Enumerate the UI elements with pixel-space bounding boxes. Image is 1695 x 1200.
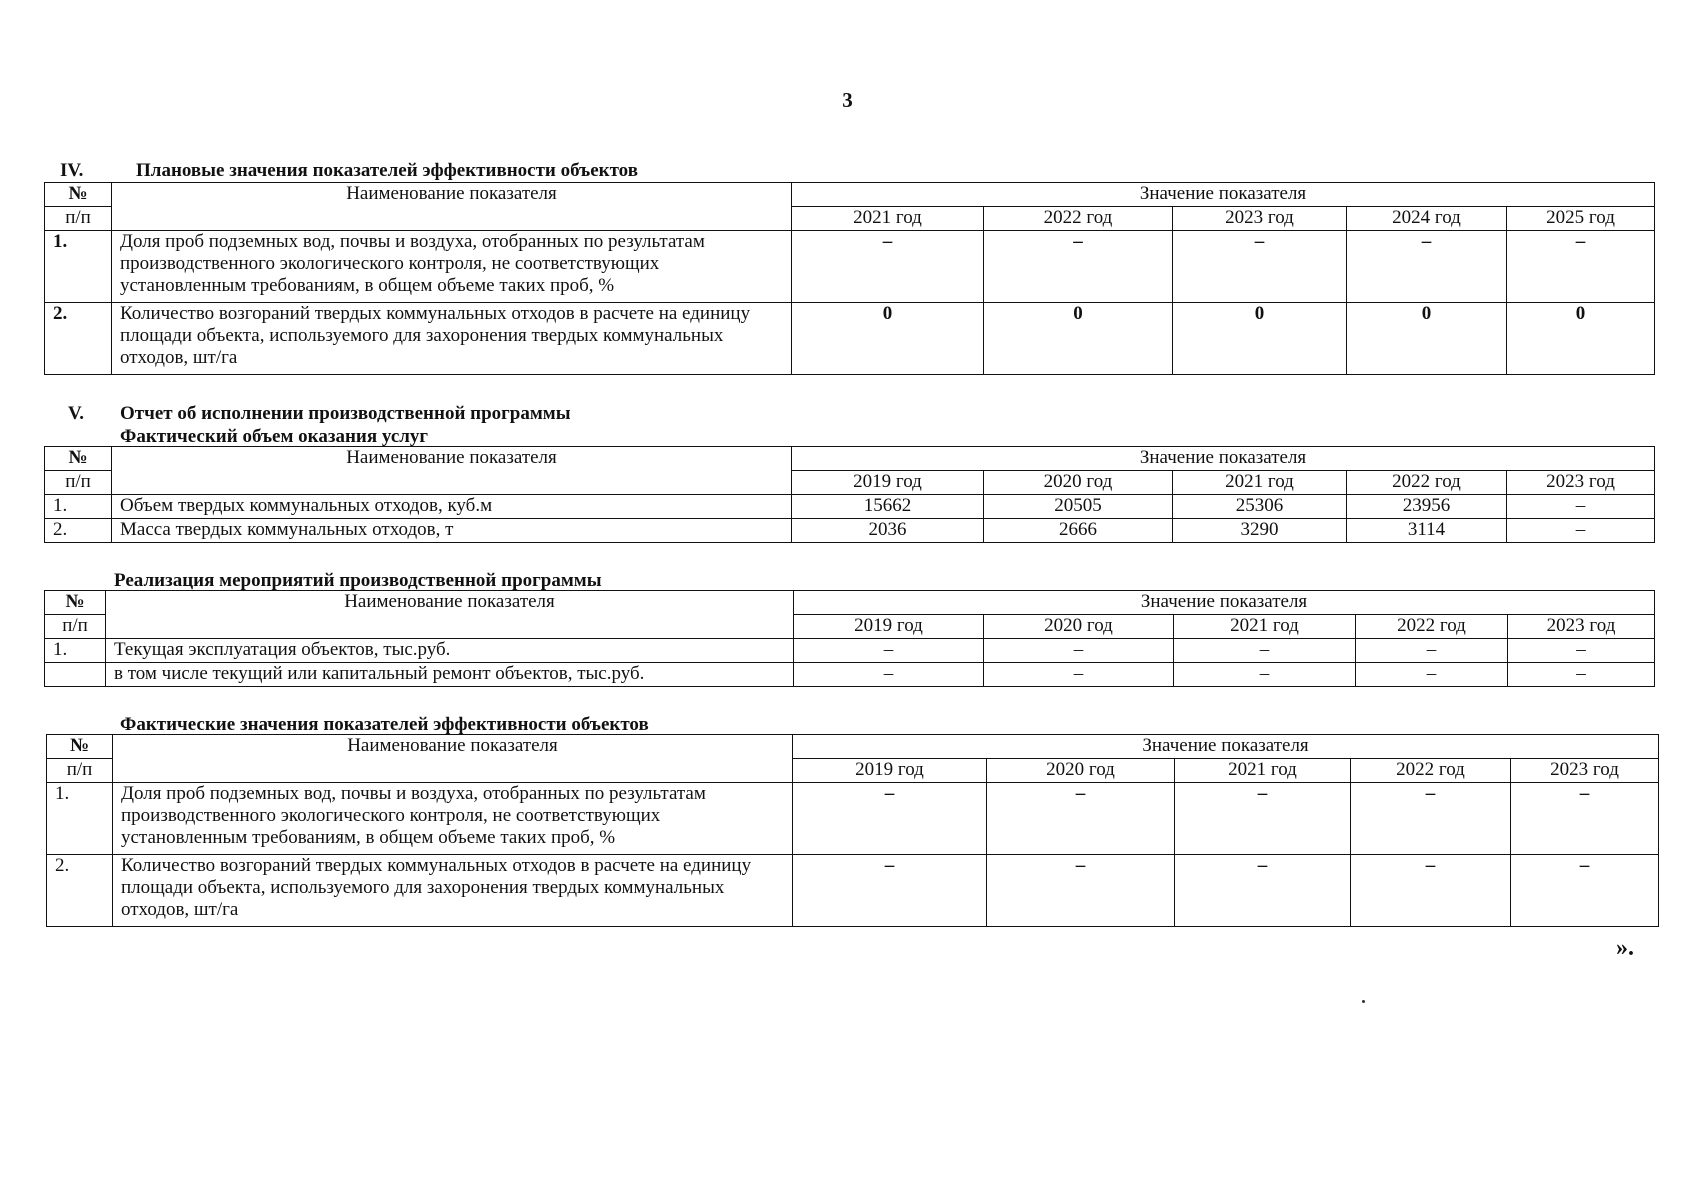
table-row	[45, 519, 1655, 543]
indicator-value: –	[1173, 231, 1347, 303]
year-header: 2022 год	[1347, 471, 1507, 495]
indicator-value: 2036	[792, 519, 984, 543]
year-header: 2024 год	[1347, 207, 1507, 231]
indicator-value: –	[1175, 855, 1351, 927]
indicator-value: 0	[1507, 303, 1655, 375]
indicator-value: –	[1511, 855, 1659, 927]
indicator-name: Количество возгораний твердых коммунальных отходов в расчете на единицу площади объекта, используемого для захоронения твердых коммунальных отходов, шт/га	[113, 855, 793, 927]
col-no-top: №	[47, 735, 113, 759]
indicator-value: 0	[1173, 303, 1347, 375]
scan-speck	[1362, 1000, 1365, 1003]
year-header: 2020 год	[984, 471, 1173, 495]
table-service-volume	[44, 446, 1655, 543]
indicator-value: 23956	[1347, 495, 1507, 519]
indicator-name: Доля проб подземных вод, почвы и воздуха, отобранных по результатам производственного экологического контроля, не соответствующих установленным требованиям, в общем объеме таких проб, %	[113, 783, 793, 855]
col-value-header: Значение показателя	[794, 591, 1655, 615]
col-name-header: Наименование показателя	[112, 183, 792, 231]
indicator-value: –	[987, 855, 1175, 927]
indicator-value: 3114	[1347, 519, 1507, 543]
indicator-value: –	[1511, 783, 1659, 855]
volume-heading: Фактический объем оказания услуг	[120, 426, 429, 447]
section-5-title: Отчет об исполнении производственной программы	[120, 403, 571, 424]
indicator-value: –	[1507, 519, 1655, 543]
indicator-value: 0	[792, 303, 984, 375]
year-header: 2021 год	[1173, 471, 1347, 495]
row-number: 1.	[45, 231, 112, 303]
col-value-header: Значение показателя	[792, 183, 1655, 207]
table-planned-indicators	[44, 182, 1655, 375]
col-no-bottom: п/п	[47, 759, 113, 783]
indicator-value: –	[984, 663, 1174, 687]
indicator-value: 25306	[1173, 495, 1347, 519]
col-no-top: №	[45, 183, 112, 207]
year-header: 2023 год	[1508, 615, 1655, 639]
indicator-value: –	[1508, 663, 1655, 687]
indicator-value: –	[1174, 663, 1356, 687]
actual-heading: Фактические значения показателей эффективности объектов	[120, 714, 649, 735]
year-header: 2020 год	[984, 615, 1174, 639]
section-4-title: Плановые значения показателей эффективности объектов	[136, 160, 638, 181]
table-row	[45, 231, 1655, 303]
col-no-top: №	[45, 591, 106, 615]
indicator-value: –	[1356, 663, 1508, 687]
section-4-number: IV.	[60, 160, 84, 181]
year-header: 2019 год	[794, 615, 984, 639]
year-header: 2019 год	[793, 759, 987, 783]
table-program-measures	[44, 590, 1655, 687]
indicator-value: –	[793, 855, 987, 927]
row-number: 2.	[45, 519, 112, 543]
row-number: 1.	[47, 783, 113, 855]
indicator-value: –	[987, 783, 1175, 855]
row-number: 1.	[45, 495, 112, 519]
indicator-value: 20505	[984, 495, 1173, 519]
year-header: 2022 год	[1351, 759, 1511, 783]
year-header: 2021 год	[792, 207, 984, 231]
indicator-value: –	[794, 663, 984, 687]
indicator-value: –	[1356, 639, 1508, 663]
table-actual-indicators	[46, 734, 1659, 927]
indicator-value: –	[1507, 231, 1655, 303]
year-header: 2023 год	[1507, 471, 1655, 495]
closing-quote-mark: ».	[1616, 935, 1634, 961]
indicator-name: Количество возгораний твердых коммунальных отходов в расчете на единицу площади объекта, используемого для захоронения твердых коммунальных отходов, шт/га	[112, 303, 792, 375]
indicator-value: –	[1174, 639, 1356, 663]
table-row	[45, 303, 1655, 375]
indicator-name: Доля проб подземных вод, почвы и воздуха, отобранных по результатам производственного экологического контроля, не соответствующих установленным требованиям, в общем объеме таких проб, %	[112, 231, 792, 303]
indicator-name: в том числе текущий или капитальный ремонт объектов, тыс.руб.	[106, 663, 794, 687]
col-name-header: Наименование показателя	[113, 735, 793, 783]
indicator-value: –	[794, 639, 984, 663]
indicator-value: 2666	[984, 519, 1173, 543]
row-number: 2.	[47, 855, 113, 927]
indicator-name: Текущая эксплуатация объектов, тыс.руб.	[106, 639, 794, 663]
row-number: 2.	[45, 303, 112, 375]
year-header: 2022 год	[1356, 615, 1508, 639]
table-row	[47, 783, 1659, 855]
table-row	[45, 495, 1655, 519]
indicator-value: –	[793, 783, 987, 855]
year-header: 2020 год	[987, 759, 1175, 783]
row-number: 1.	[45, 639, 106, 663]
indicator-value: –	[984, 639, 1174, 663]
year-header: 2022 год	[984, 207, 1173, 231]
indicator-value: 3290	[1173, 519, 1347, 543]
col-value-header: Значение показателя	[793, 735, 1659, 759]
indicator-value: –	[1175, 783, 1351, 855]
year-header: 2021 год	[1174, 615, 1356, 639]
indicator-name: Объем твердых коммунальных отходов, куб.м	[112, 495, 792, 519]
section-4-heading	[60, 160, 638, 182]
indicator-value: –	[1347, 231, 1507, 303]
col-value-header: Значение показателя	[792, 447, 1655, 471]
indicator-value: –	[1507, 495, 1655, 519]
page-number: 3	[842, 88, 853, 112]
section-5-heading	[68, 403, 571, 425]
indicator-value: –	[1351, 783, 1511, 855]
measures-heading: Реализация мероприятий производственной программы	[114, 570, 602, 591]
indicator-value: 15662	[792, 495, 984, 519]
col-no-bottom: п/п	[45, 207, 112, 231]
indicator-value: 0	[1347, 303, 1507, 375]
year-header: 2019 год	[792, 471, 984, 495]
col-no-top: №	[45, 447, 112, 471]
indicator-value: –	[792, 231, 984, 303]
col-no-bottom: п/п	[45, 615, 106, 639]
year-header: 2021 год	[1175, 759, 1351, 783]
table-row	[45, 639, 1655, 663]
indicator-name: Масса твердых коммунальных отходов, т	[112, 519, 792, 543]
col-name-header: Наименование показателя	[106, 591, 794, 639]
indicator-value: –	[1351, 855, 1511, 927]
indicator-value: 0	[984, 303, 1173, 375]
table-row	[47, 855, 1659, 927]
section-5-number: V.	[68, 403, 85, 424]
col-name-header: Наименование показателя	[112, 447, 792, 495]
row-number	[45, 663, 106, 687]
year-header: 2025 год	[1507, 207, 1655, 231]
table-row	[45, 663, 1655, 687]
col-no-bottom: п/п	[45, 471, 112, 495]
indicator-value: –	[1508, 639, 1655, 663]
indicator-value: –	[984, 231, 1173, 303]
year-header: 2023 год	[1173, 207, 1347, 231]
year-header: 2023 год	[1511, 759, 1659, 783]
